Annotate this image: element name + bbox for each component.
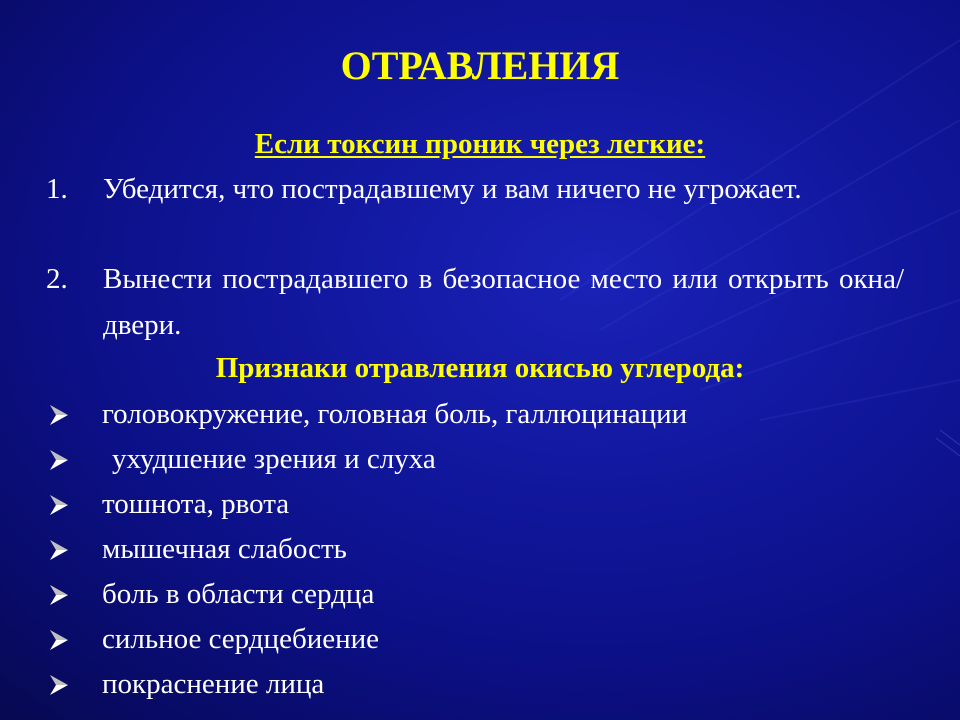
- item-number: 1.: [46, 173, 68, 205]
- arrowhead-bullet-icon: [46, 482, 76, 527]
- list-item: [46, 482, 916, 527]
- list-item-text: боль в области сердца: [102, 578, 375, 610]
- slide-title: ОТРАВЛЕНИЯ: [340, 43, 620, 88]
- list-item-text: покраснение лица: [102, 668, 325, 700]
- arrowhead-bullet-icon: [46, 392, 76, 437]
- list-item: [46, 392, 916, 437]
- list-item: [46, 527, 916, 572]
- arrowhead-bullet-icon: [46, 617, 76, 662]
- arrowhead-bullet-icon: [46, 662, 76, 707]
- item-text: Вынести пострадавшего в безопасное место или открыть окна/двери.: [103, 263, 904, 341]
- section2-heading: Признаки отравления окисью углерода:: [215, 352, 745, 384]
- list-item-text: головокружение, головная боль, галлюцинации: [102, 398, 688, 430]
- numbered-item-1: [46, 166, 904, 212]
- symptoms-list: [46, 392, 916, 707]
- numbered-item-2: [46, 256, 904, 348]
- arrowhead-bullet-icon: [46, 572, 76, 617]
- list-item-text: мышечная слабость: [102, 533, 347, 565]
- section1-heading: Если токсин проник через легкие:: [254, 128, 706, 160]
- list-item: [46, 437, 916, 482]
- list-item-text: ухудшение зрения и слуха: [112, 443, 436, 475]
- list-item: [46, 617, 916, 662]
- arrowhead-bullet-icon: [46, 527, 76, 572]
- list-item-text: тошнота, рвота: [102, 488, 290, 520]
- arrowhead-bullet-icon: [46, 437, 76, 482]
- list-item: [46, 662, 916, 707]
- item-number: 2.: [46, 263, 68, 295]
- list-item: [46, 572, 916, 617]
- item-text: Убедится, что пострадавшему и вам ничего не угрожает.: [103, 173, 802, 205]
- list-item-text: сильное сердцебиение: [102, 623, 380, 655]
